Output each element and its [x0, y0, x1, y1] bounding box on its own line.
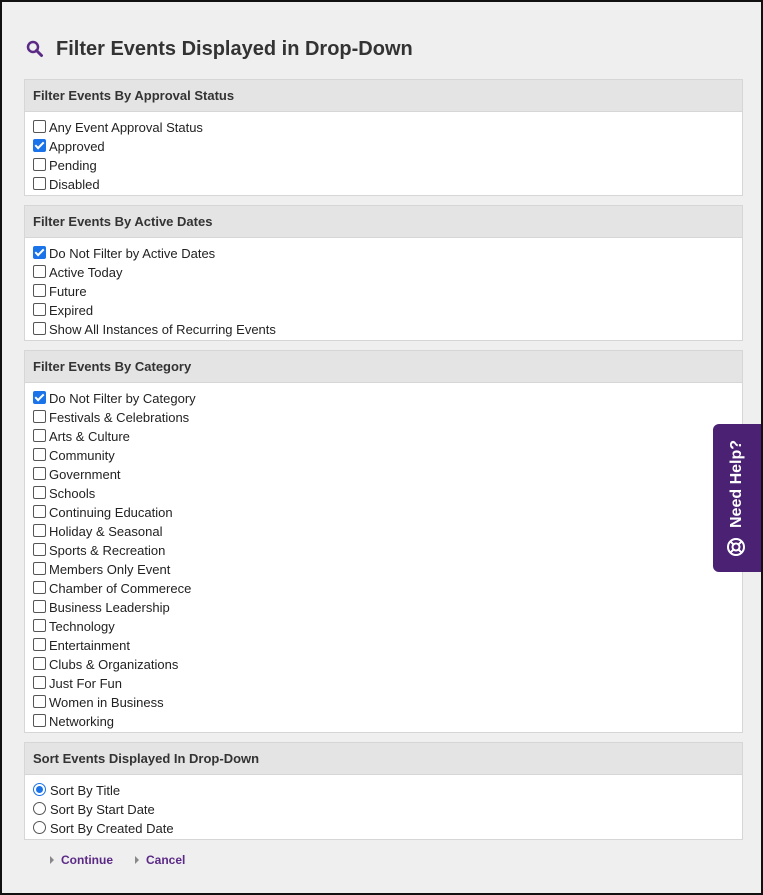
option-label: Sports & Recreation	[49, 543, 166, 558]
radio-option[interactable]	[33, 819, 742, 838]
checkbox[interactable]	[33, 322, 46, 335]
checkbox[interactable]	[33, 246, 46, 259]
continue-link[interactable]	[50, 853, 113, 867]
checkbox[interactable]	[33, 158, 46, 171]
radio-button[interactable]	[33, 783, 46, 796]
active-dates-heading: Filter Events By Active Dates	[25, 206, 742, 238]
checkbox-option[interactable]	[33, 579, 742, 598]
option-label: Show All Instances of Recurring Events	[49, 322, 276, 337]
checkbox-option[interactable]	[33, 522, 742, 541]
checkbox-option[interactable]	[33, 617, 742, 636]
option-label: Schools	[49, 486, 96, 501]
checkbox-option[interactable]	[33, 175, 742, 194]
checkbox[interactable]	[33, 619, 46, 632]
option-label: Members Only Event	[49, 562, 171, 577]
category-section	[24, 350, 743, 733]
checkbox[interactable]	[33, 695, 46, 708]
sort-section	[24, 742, 743, 840]
page-title-text: Filter Events Displayed in Drop-Down	[56, 37, 413, 60]
option-label: Approved	[49, 139, 105, 154]
checkbox-option[interactable]	[33, 484, 742, 503]
search-icon	[26, 40, 44, 58]
radio-option[interactable]	[33, 781, 742, 800]
checkbox-option[interactable]	[33, 137, 742, 156]
checkbox-option[interactable]	[33, 693, 742, 712]
checkbox-option[interactable]	[33, 465, 742, 484]
option-label: Community	[49, 448, 115, 463]
cancel-link[interactable]	[135, 853, 185, 867]
option-label: Sort By Start Date	[50, 802, 155, 817]
action-bar	[50, 853, 207, 867]
option-label: Any Event Approval Status	[49, 120, 203, 135]
checkbox-option[interactable]	[33, 503, 742, 522]
sort-list	[25, 775, 742, 838]
option-label: Future	[49, 284, 87, 299]
checkbox[interactable]	[33, 177, 46, 190]
option-label: Technology	[49, 619, 115, 634]
checkbox-option[interactable]	[33, 244, 742, 263]
radio-button[interactable]	[33, 802, 46, 815]
checkbox[interactable]	[33, 410, 46, 423]
checkbox-option[interactable]	[33, 408, 742, 427]
category-list	[25, 383, 742, 731]
option-label: Do Not Filter by Category	[49, 391, 196, 406]
option-label: Just For Fun	[49, 676, 122, 691]
option-label: Government	[49, 467, 121, 482]
checkbox-option[interactable]	[33, 263, 742, 282]
option-label: Clubs & Organizations	[49, 657, 179, 672]
option-label: Business Leadership	[49, 600, 170, 615]
checkbox[interactable]	[33, 543, 46, 556]
option-label: Sort By Title	[50, 783, 121, 798]
approval-status-section	[24, 79, 743, 196]
option-label: Entertainment	[49, 638, 130, 653]
checkbox[interactable]	[33, 486, 46, 499]
category-heading: Filter Events By Category	[25, 351, 742, 383]
checkbox[interactable]	[33, 714, 46, 727]
active-dates-list	[25, 238, 742, 339]
checkbox[interactable]	[33, 638, 46, 651]
approval-status-heading: Filter Events By Approval Status	[25, 80, 742, 112]
checkbox-option[interactable]	[33, 446, 742, 465]
option-label: Expired	[49, 303, 94, 318]
lifebuoy-icon	[726, 537, 746, 557]
checkbox-option[interactable]	[33, 560, 742, 579]
option-label: Sort By Created Date	[50, 821, 174, 836]
checkbox[interactable]	[33, 562, 46, 575]
continue-label: Continue	[61, 853, 113, 867]
need-help-tab[interactable]	[713, 424, 761, 572]
checkbox-option[interactable]	[33, 674, 742, 693]
checkbox[interactable]	[33, 284, 46, 297]
checkbox[interactable]	[33, 448, 46, 461]
checkbox-option[interactable]	[33, 118, 742, 137]
checkbox[interactable]	[33, 600, 46, 613]
page-title	[26, 36, 413, 62]
checkbox-option[interactable]	[33, 712, 742, 731]
checkbox[interactable]	[33, 505, 46, 518]
checkbox-option[interactable]	[33, 636, 742, 655]
radio-option[interactable]	[33, 800, 742, 819]
cancel-label: Cancel	[146, 853, 186, 867]
option-label: Pending	[49, 158, 97, 173]
checkbox[interactable]	[33, 139, 46, 152]
caret-right-icon	[50, 856, 54, 864]
checkbox[interactable]	[33, 265, 46, 278]
option-label: Networking	[49, 714, 115, 729]
caret-right-icon	[135, 856, 139, 864]
option-label: Arts & Culture	[49, 429, 130, 444]
checkbox[interactable]	[33, 303, 46, 316]
checkbox-option[interactable]	[33, 301, 742, 320]
checkbox-option[interactable]	[33, 320, 742, 339]
checkbox[interactable]	[33, 524, 46, 537]
sort-heading: Sort Events Displayed In Drop-Down	[25, 743, 742, 775]
checkbox-option[interactable]	[33, 156, 742, 175]
checkbox[interactable]	[33, 467, 46, 480]
option-label: Women in Business	[49, 695, 164, 710]
checkbox-option[interactable]	[33, 427, 742, 446]
checkbox[interactable]	[33, 429, 46, 442]
checkbox-option[interactable]	[33, 655, 742, 674]
option-label: Festivals & Celebrations	[49, 410, 190, 425]
option-label: Disabled	[49, 177, 100, 192]
option-label: Active Today	[49, 265, 123, 280]
checkbox[interactable]	[33, 120, 46, 133]
option-label: Chamber of Commerece	[49, 581, 192, 596]
checkbox-option[interactable]	[33, 282, 742, 301]
checkbox-option[interactable]	[33, 541, 742, 560]
option-label: Do Not Filter by Active Dates	[49, 246, 216, 261]
radio-button[interactable]	[33, 821, 46, 834]
option-label: Continuing Education	[49, 505, 173, 520]
option-label: Holiday & Seasonal	[49, 524, 163, 539]
checkbox[interactable]	[33, 676, 46, 689]
need-help-label: Need Help?	[728, 440, 745, 529]
checkbox[interactable]	[33, 391, 46, 404]
checkbox[interactable]	[33, 657, 46, 670]
approval-status-list	[25, 112, 742, 194]
checkbox-option[interactable]	[33, 389, 742, 408]
checkbox-option[interactable]	[33, 598, 742, 617]
active-dates-section	[24, 205, 743, 341]
checkbox[interactable]	[33, 581, 46, 594]
